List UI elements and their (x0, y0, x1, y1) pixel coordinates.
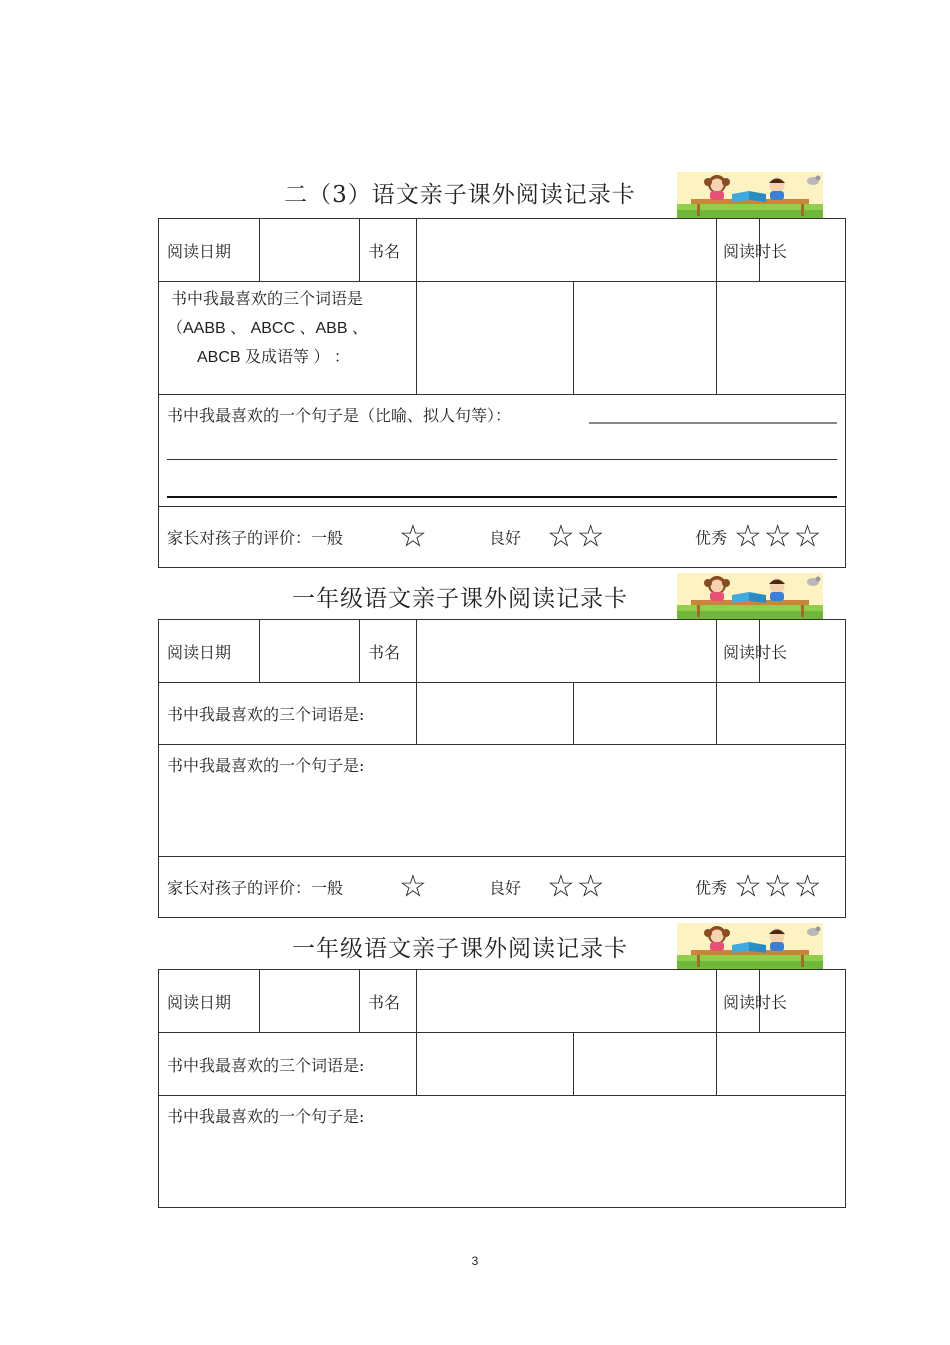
parent-evaluation-label: 家长对孩子的评价：一般 (167, 878, 344, 898)
writing-line (167, 496, 837, 498)
favorite-word-field-1[interactable] (417, 1033, 574, 1096)
favorite-word-field-1[interactable] (417, 282, 574, 395)
page-number: 3 (471, 1254, 479, 1268)
rating-good-label: 良好 (489, 878, 522, 898)
favorite-words-label: 书中我最喜欢的三个词语是 (171, 289, 364, 308)
favorite-sentence-cell[interactable] (159, 1096, 846, 1208)
reading-record-card (158, 619, 846, 918)
reading-record-card (158, 969, 846, 1208)
star-rating-two[interactable]: ☆☆ (547, 518, 607, 555)
favorite-words-label-cell (159, 282, 417, 395)
reading-date-field[interactable] (260, 970, 360, 1033)
favorite-sentence-label: 书中我最喜欢的一个句子是: (167, 1107, 365, 1126)
star-rating-one[interactable]: ☆ (399, 868, 429, 905)
favorite-word-field-3[interactable] (717, 683, 846, 745)
book-name-field[interactable] (417, 219, 717, 282)
favorite-sentence-label: 书中我最喜欢的一个句子是: (167, 756, 365, 775)
rating-excellent-label: 优秀 (695, 878, 728, 898)
reading-duration-label: 阅读时长 (717, 620, 760, 683)
favorite-word-field-3[interactable] (717, 1033, 846, 1096)
favorite-sentence-cell[interactable] (159, 395, 846, 507)
parent-evaluation-row (159, 857, 845, 917)
reading-date-label: 阅读日期 (159, 970, 260, 1033)
star-rating-two[interactable]: ☆☆ (547, 868, 607, 905)
parent-evaluation-row (159, 507, 845, 567)
star-rating-three[interactable]: ☆☆☆ (734, 868, 824, 905)
favorite-words-note-2: ABCB 及成语等 ） ： (197, 349, 350, 366)
card-title: 一年级语文亲子课外阅读记录卡 (292, 586, 628, 612)
favorite-word-field-3[interactable] (717, 282, 846, 395)
favorite-sentence-label: 书中我最喜欢的一个句子是（比喻、拟人句等）： (167, 406, 512, 425)
writing-line (167, 459, 837, 460)
star-rating-one[interactable]: ☆ (399, 518, 429, 555)
reading-kids-illustration (677, 172, 823, 218)
card-title: 一年级语文亲子课外阅读记录卡 (292, 936, 628, 962)
book-name-label: 书名 (360, 970, 417, 1033)
favorite-words-note-1: （AABB 、 ABCC 、ABB 、 (167, 320, 368, 337)
book-name-label: 书名 (360, 219, 417, 282)
favorite-word-field-2[interactable] (574, 683, 717, 745)
reading-kids-illustration (677, 573, 823, 619)
reading-date-field[interactable] (260, 620, 360, 683)
reading-duration-label: 阅读时长 (717, 219, 760, 282)
book-name-field[interactable] (417, 970, 717, 1033)
reading-record-card (158, 218, 846, 568)
book-name-label: 书名 (360, 620, 417, 683)
book-name-field[interactable] (417, 620, 717, 683)
writing-line (589, 422, 837, 424)
favorite-word-field-2[interactable] (574, 1033, 717, 1096)
card-title: 二（3）语文亲子课外阅读记录卡 (284, 182, 636, 208)
rating-excellent-label: 优秀 (695, 528, 728, 548)
favorite-word-field-2[interactable] (574, 282, 717, 395)
reading-date-label: 阅读日期 (159, 219, 260, 282)
favorite-sentence-cell[interactable] (159, 745, 846, 857)
rating-good-label: 良好 (489, 528, 522, 548)
favorite-words-label: 书中我最喜欢的三个词语是: (159, 683, 417, 745)
reading-kids-illustration (677, 923, 823, 969)
parent-evaluation-label: 家长对孩子的评价：一般 (167, 528, 344, 548)
star-rating-three[interactable]: ☆☆☆ (734, 518, 824, 555)
reading-date-label: 阅读日期 (159, 620, 260, 683)
favorite-words-label: 书中我最喜欢的三个词语是: (159, 1033, 417, 1096)
reading-duration-label: 阅读时长 (717, 970, 760, 1033)
reading-date-field[interactable] (260, 219, 360, 282)
favorite-word-field-1[interactable] (417, 683, 574, 745)
